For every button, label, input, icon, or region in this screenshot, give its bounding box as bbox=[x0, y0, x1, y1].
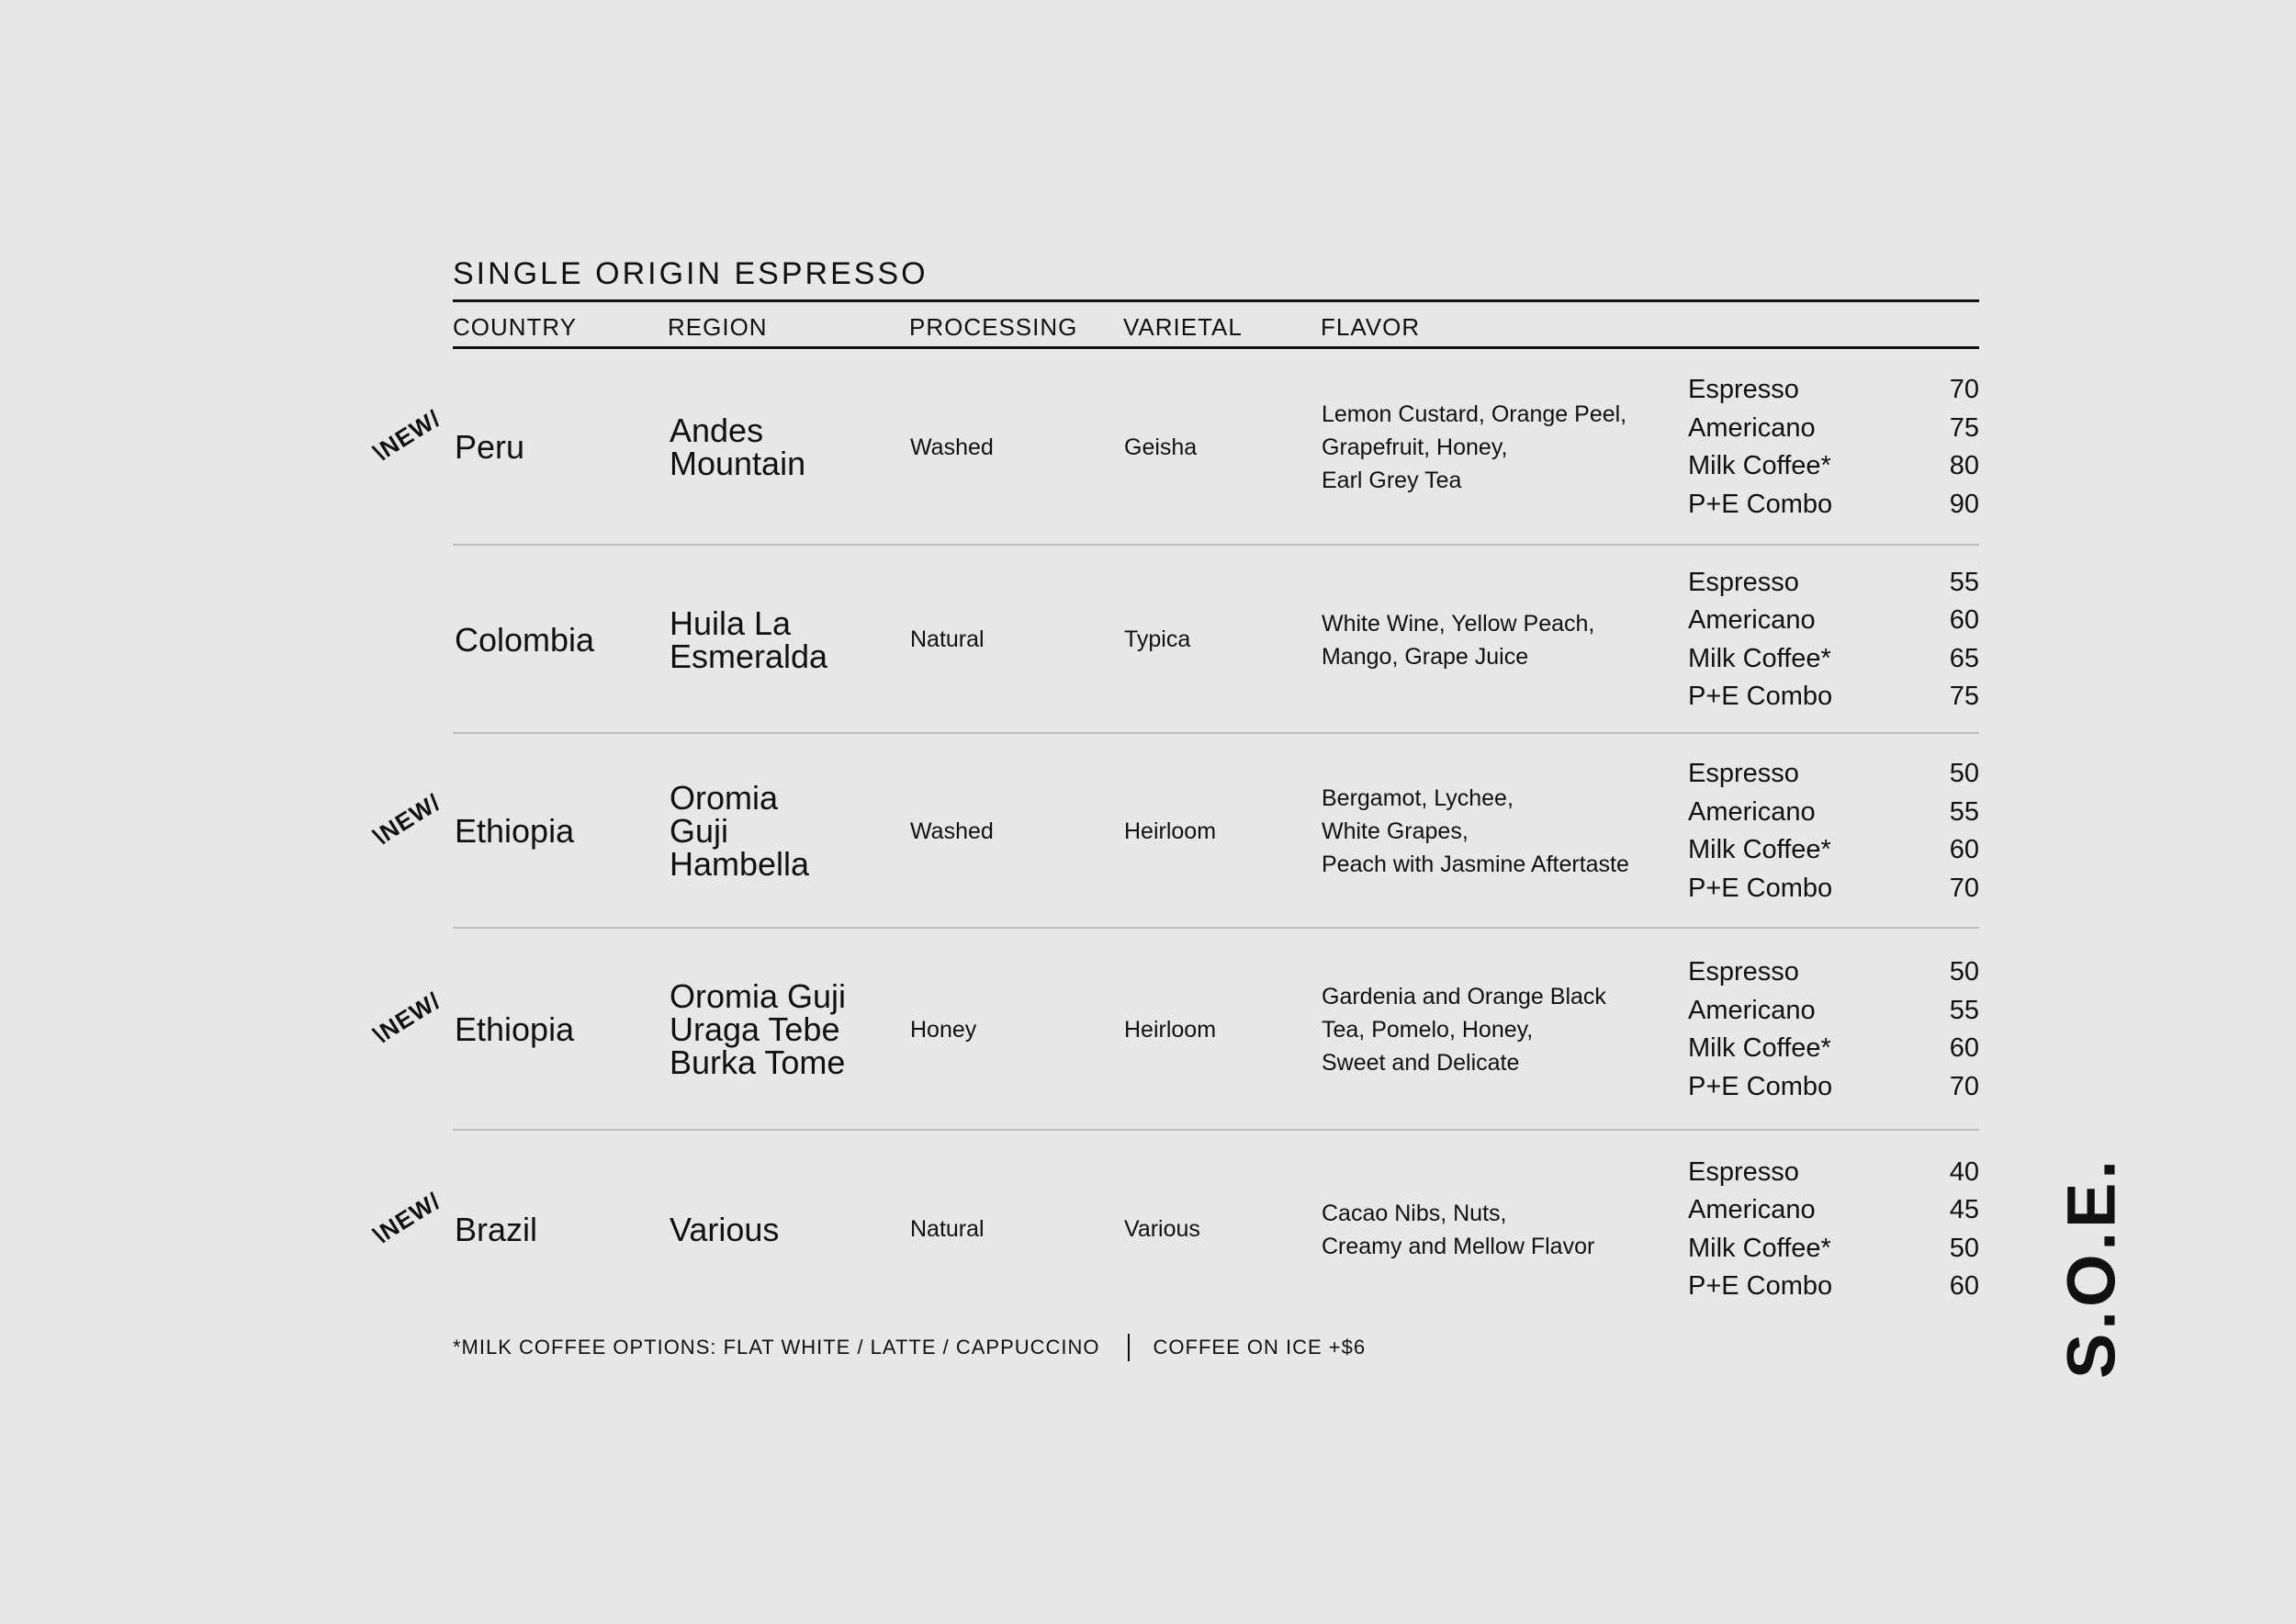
table-row bbox=[368, 349, 1979, 546]
drink-name: Milk Coffee* bbox=[1688, 1233, 1831, 1263]
drink-price: 60 bbox=[1949, 1033, 1979, 1063]
table-row bbox=[368, 929, 1979, 1131]
drink-price: 70 bbox=[1949, 1071, 1979, 1101]
price-line bbox=[1688, 564, 1979, 603]
drink-price: 60 bbox=[1949, 835, 1979, 864]
drink-name: Americano bbox=[1688, 796, 1816, 827]
drink-name: Americano bbox=[1688, 1195, 1816, 1224]
drink-price: 80 bbox=[1949, 451, 1979, 480]
varietal-cell: Various bbox=[1124, 1216, 1200, 1242]
drink-price: 75 bbox=[1949, 682, 1979, 711]
country-cell: Peru bbox=[455, 428, 525, 466]
price-line bbox=[1688, 1230, 1979, 1269]
country-cell: Colombia bbox=[455, 620, 595, 659]
new-badge: \NEW/ bbox=[368, 788, 445, 851]
drink-name: Milk Coffee* bbox=[1688, 643, 1831, 673]
processing-cell: Natural bbox=[910, 1216, 985, 1242]
drink-name: Americano bbox=[1688, 605, 1816, 635]
drink-name: Americano bbox=[1688, 995, 1816, 1025]
drink-price: 55 bbox=[1949, 796, 1979, 827]
drink-name: Espresso bbox=[1688, 375, 1799, 404]
country-cell: Ethiopia bbox=[455, 1010, 575, 1048]
region-cell: Huila La Esmeralda bbox=[670, 603, 828, 675]
drink-price: 55 bbox=[1949, 995, 1979, 1025]
drink-price: 55 bbox=[1949, 567, 1979, 597]
processing-cell: Natural bbox=[910, 626, 985, 652]
price-list bbox=[1688, 734, 1979, 929]
processing-cell: Honey bbox=[910, 1016, 977, 1043]
price-line bbox=[1688, 678, 1979, 716]
drink-price: 75 bbox=[1949, 412, 1979, 443]
drink-price: 60 bbox=[1949, 605, 1979, 635]
new-badge: \NEW/ bbox=[368, 404, 445, 467]
flavor-cell: Gardenia and Orange Black Tea, Pomelo, Honey, Sweet and Delicate bbox=[1322, 984, 1606, 1076]
country-cell: Ethiopia bbox=[455, 812, 575, 850]
new-badge: \NEW/ bbox=[368, 987, 445, 1049]
price-line bbox=[1688, 953, 1979, 992]
processing-cell: Washed bbox=[910, 434, 994, 460]
drink-price: 65 bbox=[1949, 643, 1979, 673]
varietal-cell: Geisha bbox=[1124, 434, 1198, 460]
price-line bbox=[1688, 486, 1979, 524]
drink-price: 50 bbox=[1949, 957, 1979, 987]
price-line bbox=[1688, 1268, 1979, 1306]
drink-name: P+E Combo bbox=[1688, 682, 1833, 711]
drink-name: Espresso bbox=[1688, 1156, 1799, 1187]
brand-logo: S.O.E. bbox=[2053, 1156, 2130, 1379]
processing-cell: Washed bbox=[910, 818, 994, 844]
drink-name: P+E Combo bbox=[1688, 1071, 1833, 1101]
region-cell: Andes Mountain bbox=[670, 412, 806, 482]
price-line bbox=[1688, 410, 1979, 448]
price-line bbox=[1688, 870, 1979, 908]
drink-price: 60 bbox=[1949, 1271, 1979, 1301]
drink-name: Milk Coffee* bbox=[1688, 1033, 1831, 1063]
country-cell: Brazil bbox=[455, 1210, 538, 1248]
price-line bbox=[1688, 371, 1979, 410]
price-list bbox=[1688, 349, 1979, 546]
drink-price: 45 bbox=[1949, 1195, 1979, 1224]
price-line bbox=[1688, 992, 1979, 1031]
drink-name: P+E Combo bbox=[1688, 489, 1833, 519]
flavor-cell: White Wine, Yellow Peach, Mango, Grape Juice bbox=[1322, 610, 1595, 670]
region-cell: Various bbox=[670, 1210, 780, 1248]
header-country: COUNTRY bbox=[453, 313, 578, 341]
price-list bbox=[1688, 546, 1979, 734]
drink-price: 50 bbox=[1949, 1233, 1979, 1263]
price-line bbox=[1688, 1030, 1979, 1068]
price-line bbox=[1688, 755, 1979, 794]
new-badge: \NEW/ bbox=[368, 1186, 445, 1249]
drink-price: 70 bbox=[1949, 873, 1979, 903]
table-row bbox=[368, 734, 1979, 929]
table-row bbox=[453, 546, 1979, 734]
region-cell: Oromia Guji Hambella bbox=[670, 779, 810, 883]
drink-price: 70 bbox=[1949, 375, 1979, 404]
drink-name: Americano bbox=[1688, 412, 1816, 443]
price-line bbox=[1688, 602, 1979, 640]
drink-name: Milk Coffee* bbox=[1688, 835, 1831, 864]
header-varietal: VARIETAL bbox=[1123, 313, 1243, 341]
drink-name: Espresso bbox=[1688, 567, 1799, 597]
drink-name: Milk Coffee* bbox=[1688, 451, 1831, 480]
price-line bbox=[1688, 794, 1979, 832]
price-line bbox=[1688, 1154, 1979, 1192]
price-line bbox=[1688, 1068, 1979, 1107]
milk-options-note: *MILK COFFEE OPTIONS: FLAT WHITE / LATTE / CAPPUCCINO bbox=[453, 1336, 1100, 1359]
drink-name: P+E Combo bbox=[1688, 873, 1833, 903]
footnote-divider bbox=[1128, 1334, 1130, 1361]
drink-price: 50 bbox=[1949, 759, 1979, 788]
drink-name: Espresso bbox=[1688, 957, 1799, 987]
price-line bbox=[1688, 831, 1979, 870]
varietal-cell: Heirloom bbox=[1124, 818, 1217, 844]
price-list bbox=[1688, 929, 1979, 1131]
drink-name: Espresso bbox=[1688, 759, 1799, 788]
price-line bbox=[1688, 640, 1979, 679]
price-list bbox=[1688, 1131, 1979, 1328]
footnote bbox=[453, 1334, 1366, 1361]
flavor-cell: Lemon Custard, Orange Peel, Grapefruit, Honey, Earl Grey Tea bbox=[1322, 401, 1627, 493]
header-processing: PROCESSING bbox=[909, 313, 1078, 341]
title-rule bbox=[453, 299, 1979, 302]
header-region: REGION bbox=[668, 313, 768, 341]
drink-name: P+E Combo bbox=[1688, 1271, 1833, 1301]
flavor-cell: Bergamot, Lychee, White Grapes, Peach with Jasmine Aftertaste bbox=[1322, 785, 1629, 877]
price-line bbox=[1688, 1191, 1979, 1230]
drink-price: 90 bbox=[1949, 489, 1979, 519]
menu-title: SINGLE ORIGIN ESPRESSO bbox=[453, 256, 929, 291]
varietal-cell: Heirloom bbox=[1124, 1016, 1217, 1043]
varietal-cell: Typica bbox=[1124, 626, 1191, 652]
flavor-cell: Cacao Nibs, Nuts, Creamy and Mellow Flavor bbox=[1322, 1200, 1595, 1259]
price-line bbox=[1688, 447, 1979, 486]
table-header bbox=[453, 308, 1979, 346]
drink-price: 40 bbox=[1949, 1156, 1979, 1187]
ice-note: COFFEE ON ICE +$6 bbox=[1153, 1336, 1367, 1359]
table-row bbox=[368, 1131, 1979, 1328]
region-cell: Oromia Guji Uraga Tebe Burka Tome bbox=[670, 977, 847, 1081]
header-flavor: FLAVOR bbox=[1321, 313, 1421, 341]
